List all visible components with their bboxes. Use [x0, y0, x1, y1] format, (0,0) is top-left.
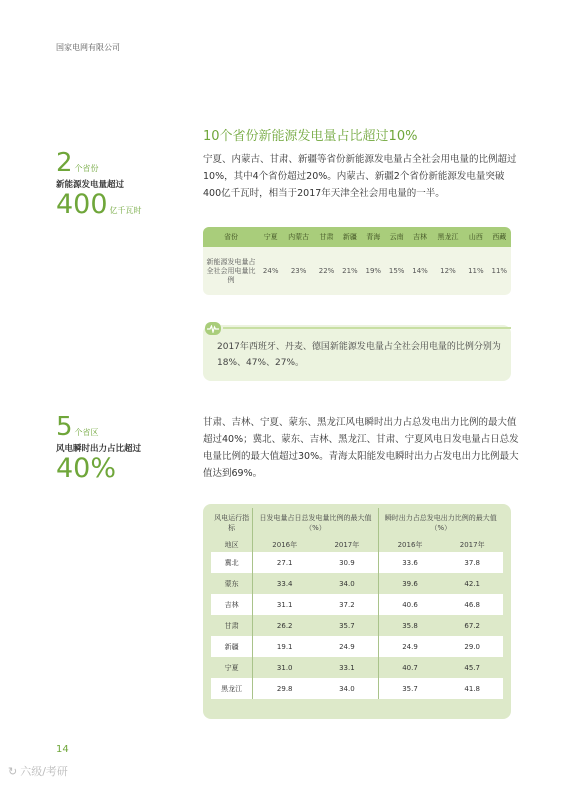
company-name: 国家电网有限公司 — [56, 43, 120, 52]
share-col-header: 内蒙古 — [282, 227, 314, 247]
wind-value: 39.6 — [378, 573, 442, 594]
pulse-icon — [205, 322, 221, 335]
wind-year: 2016年 — [378, 538, 442, 552]
wind-value: 34.0 — [316, 678, 378, 699]
wind-table-row — [211, 636, 503, 657]
share-value: 23% — [290, 267, 307, 275]
share-row-label: 新能源发电量占全社会用电量比例 — [206, 257, 256, 284]
share-col-header: 宁夏 — [259, 227, 282, 247]
stat-number: 2 — [56, 148, 73, 178]
wind-region: 新疆 — [211, 636, 252, 657]
share-table-row — [203, 247, 511, 295]
stat-label: 风电瞬时出力占比超过 — [56, 444, 142, 454]
wind-value: 46.8 — [441, 594, 503, 615]
wind-region: 黑龙江 — [211, 678, 252, 699]
wind-table-grid — [211, 508, 503, 699]
note-divider — [223, 327, 511, 329]
wind-value: 31.1 — [252, 594, 316, 615]
watermark-text: 六级/考研 — [20, 765, 68, 778]
wind-table-body — [211, 552, 503, 699]
share-value: 11% — [491, 267, 508, 275]
section1-paragraph: 宁夏、内蒙古、甘肃、新疆等省份新能源发电量占全社会用电量的比例超过10%，其中4个省份超过20%。内蒙古、新疆2个省份新能源发电量突破400亿千瓦时，相当于2017年天津全社会用电量的一半。 — [203, 154, 517, 199]
wind-value: 26.2 — [252, 615, 316, 636]
wind-table-row — [211, 552, 503, 573]
stat-big-unit: 亿千瓦时 — [109, 206, 142, 215]
stat-block-regions — [56, 414, 141, 482]
wind-group-daily: 日发电量占日总发电量比例的最大值（%） — [252, 508, 377, 538]
wind-value: 24.9 — [316, 636, 378, 657]
section-heading: 10个省份新能源发电量占比超过10% — [203, 129, 418, 144]
wind-table — [203, 504, 511, 719]
wind-value: 40.6 — [378, 594, 442, 615]
stat-unit: 个省区 — [74, 428, 99, 437]
share-value: 22% — [318, 267, 335, 275]
wind-region: 宁夏 — [211, 657, 252, 678]
wind-region: 冀北 — [211, 552, 252, 573]
wind-value: 29.8 — [252, 678, 316, 699]
share-col-header: 山西 — [464, 227, 487, 247]
wind-value: 34.0 — [316, 573, 378, 594]
share-value: 11% — [468, 267, 484, 275]
wind-value: 30.9 — [316, 552, 378, 573]
wind-table-row — [211, 615, 503, 636]
share-table-grid — [203, 227, 511, 295]
share-value: 24% — [262, 267, 279, 275]
stat-number: 5 — [56, 412, 73, 442]
wind-year: 2017年 — [334, 541, 360, 549]
wind-table-row — [211, 657, 503, 678]
share-col-header: 新疆 — [338, 227, 361, 247]
wind-value: 37.8 — [441, 552, 503, 573]
stat-big-number: 40% — [56, 453, 117, 484]
stat-block-provinces — [56, 150, 142, 218]
share-col-header: 甘肃 — [315, 227, 338, 247]
stat-label: 新能源发电量超过 — [56, 180, 125, 190]
share-value: 14% — [412, 267, 428, 275]
wind-value: 19.1 — [252, 636, 316, 657]
wind-value: 41.8 — [441, 678, 503, 699]
stat-big-number: 400 — [56, 189, 108, 220]
wind-value: 33.1 — [316, 657, 378, 678]
share-col-header: 吉林 — [408, 227, 431, 247]
wind-region: 甘肃 — [211, 615, 252, 636]
wind-value: 42.1 — [441, 573, 503, 594]
share-table — [203, 227, 511, 295]
wind-value: 33.4 — [252, 573, 316, 594]
watermark — [8, 763, 68, 779]
share-table-header — [203, 227, 511, 247]
share-col-header: 云南 — [385, 227, 408, 247]
wind-value: 35.8 — [378, 615, 442, 636]
share-col-province: 省份 — [203, 227, 259, 247]
share-col-header: 西藏 — [488, 227, 511, 247]
wind-col-indicator: 风电运行指标 — [214, 514, 250, 532]
wind-table-row — [211, 678, 503, 699]
wind-value: 45.7 — [441, 657, 503, 678]
page-number: 14 — [56, 744, 69, 755]
wind-year: 2017年 — [459, 541, 485, 549]
wind-value: 27.1 — [252, 552, 316, 573]
wind-group-instant: 瞬时出力占总发电出力比例的最大值（%） — [378, 508, 503, 538]
watermark-logo-icon: ↻ — [8, 764, 18, 778]
wind-value: 40.7 — [378, 657, 442, 678]
wind-value: 35.7 — [316, 615, 378, 636]
wind-region: 吉林 — [211, 594, 252, 615]
note-text: 2017年西班牙、丹麦、德国新能源发电量占全社会用电量的比例分别为18%、47%、27%。 — [217, 342, 501, 368]
note-box — [203, 325, 511, 381]
wind-region: 蒙东 — [211, 573, 252, 594]
wind-year: 2016年 — [252, 538, 316, 552]
wind-value: 37.2 — [316, 594, 378, 615]
share-col-header: 青海 — [362, 227, 385, 247]
share-value: 21% — [342, 267, 358, 275]
section2-paragraph: 甘肃、吉林、宁夏、蒙东、黑龙江风电瞬时出力占总发电出力比例的最大值超过40%；冀北、蒙东、吉林、黑龙江、甘肃、宁夏风电日发电量占日总发电量比例的最大值超过30%。青海太阳能发电瞬时出力占发电出力比例最大值达到69%。 — [203, 417, 519, 479]
wind-value: 33.6 — [378, 552, 442, 573]
share-col-header: 黑龙江 — [432, 227, 464, 247]
wind-table-row — [211, 594, 503, 615]
stat-unit: 个省份 — [74, 164, 99, 173]
share-value: 19% — [365, 267, 382, 275]
wind-col-region: 地区 — [224, 541, 239, 549]
wind-value: 29.0 — [441, 636, 503, 657]
wind-table-row — [211, 573, 503, 594]
wind-value: 35.7 — [378, 678, 442, 699]
share-value: 15% — [388, 267, 405, 275]
wind-value: 67.2 — [441, 615, 503, 636]
wind-value: 24.9 — [378, 636, 442, 657]
share-value: 12% — [440, 267, 456, 275]
wind-value: 31.0 — [252, 657, 316, 678]
